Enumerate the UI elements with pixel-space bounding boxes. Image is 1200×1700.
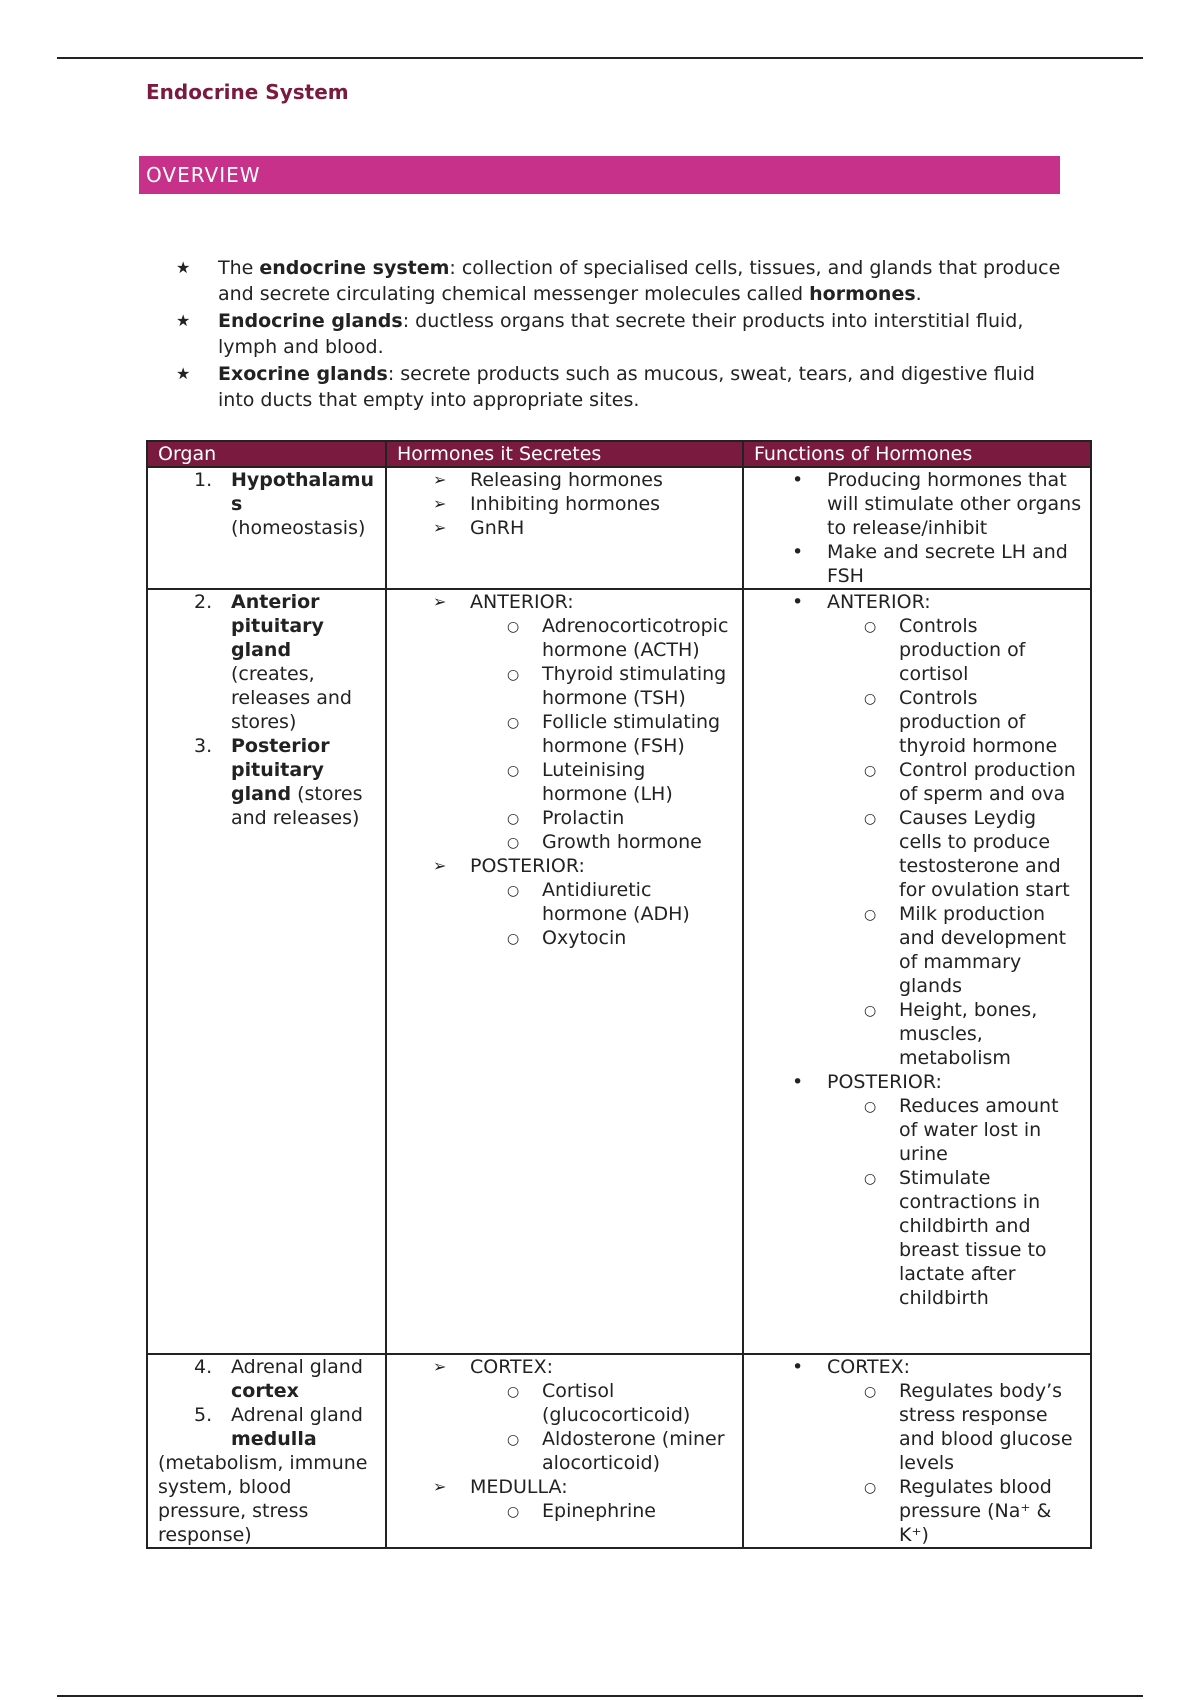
list-item: ➢ Releasing hormones xyxy=(433,469,663,491)
list-item: ○ Luteinising hormone (LH) xyxy=(507,759,673,805)
list-item: ○ Controls production of thyroid hormone xyxy=(864,687,1058,757)
organ-entry: 3. Posterior pituitary gland (stores and releases) xyxy=(194,735,363,829)
arrow-bullet-icon: ➢ xyxy=(433,856,447,875)
list-item: ○ Control production of sperm and ova xyxy=(864,759,1076,805)
list-item: ○ Growth hormone xyxy=(507,831,702,853)
table-header-row xyxy=(147,441,1091,467)
list-item: ○ Controls production of cortisol xyxy=(864,615,1026,685)
circle-bullet-icon: ○ xyxy=(864,763,877,779)
column-header-functions: Functions of Hormones xyxy=(743,441,1091,467)
list-item: ○ Epinephrine xyxy=(507,1500,656,1522)
list-item: ○ Stimulate contractions in childbirth and breast tissue to lactate after childbirth xyxy=(864,1167,1047,1309)
list-item: ★ Exocrine glands: secrete products such as mucous, sweat, tears, and digestive fluid into ducts that empty into appropriate sites. xyxy=(176,363,1035,411)
list-item: ○ Follicle stimulating hormone (FSH) xyxy=(507,711,721,757)
list-item: • POSTERIOR: xyxy=(792,1071,942,1093)
list-item: • ANTERIOR: xyxy=(792,591,931,613)
list-item: ○ Regulates blood pressure (Na⁺ & K⁺) xyxy=(864,1476,1052,1546)
circle-bullet-icon: ○ xyxy=(507,1432,520,1448)
star-bullet-icon: ★ xyxy=(176,311,191,330)
list-item: ○ Adrenocorticotropic hormone (ACTH) xyxy=(507,615,729,661)
organ-cell xyxy=(147,467,386,589)
organ-cell xyxy=(147,1354,386,1548)
dot-bullet-icon: • xyxy=(792,591,804,613)
circle-bullet-icon: ○ xyxy=(864,1384,877,1400)
dot-bullet-icon: • xyxy=(792,1356,804,1378)
circle-bullet-icon: ○ xyxy=(507,931,520,947)
list-item: ○ Reduces amount of water lost in urine xyxy=(864,1095,1059,1165)
dot-bullet-icon: • xyxy=(792,1071,804,1093)
circle-bullet-icon: ○ xyxy=(864,691,877,707)
list-item: ○ Prolactin xyxy=(507,807,625,829)
list-item: ○ Aldosterone (mineralocorticoid) xyxy=(507,1428,725,1474)
top-rule xyxy=(57,57,1143,59)
circle-bullet-icon: ○ xyxy=(864,1099,877,1115)
circle-bullet-icon: ○ xyxy=(507,763,520,779)
list-item: ○ Thyroid stimulating hormone (TSH) xyxy=(507,663,727,709)
circle-bullet-icon: ○ xyxy=(507,1504,520,1520)
circle-bullet-icon: ○ xyxy=(864,907,877,923)
column-header-hormones: Hormones it Secretes xyxy=(386,441,743,467)
circle-bullet-icon: ○ xyxy=(864,1003,877,1019)
hormones-cell xyxy=(386,467,743,589)
circle-bullet-icon: ○ xyxy=(864,811,877,827)
arrow-bullet-icon: ➢ xyxy=(433,470,447,489)
organ-description: (metabolism, immune system, blood pressure, stress response) xyxy=(158,1452,368,1546)
dot-bullet-icon: • xyxy=(792,469,804,491)
organ-cell xyxy=(147,589,386,1354)
list-item: ○ Milk production and development of mammary glands xyxy=(864,903,1067,997)
arrow-bullet-icon: ➢ xyxy=(433,1357,447,1376)
circle-bullet-icon: ○ xyxy=(507,619,520,635)
circle-bullet-icon: ○ xyxy=(864,619,877,635)
endocrine-organs-table xyxy=(146,440,1092,1549)
functions-cell xyxy=(743,467,1091,589)
list-item: ➢ Inhibiting hormones xyxy=(433,493,661,515)
functions-cell xyxy=(743,1354,1091,1548)
list-item: ➢ POSTERIOR: xyxy=(433,855,585,877)
arrow-bullet-icon: ➢ xyxy=(433,592,447,611)
hormones-cell xyxy=(386,1354,743,1548)
list-item: ★ Endocrine glands: ductless organs that secrete their products into interstitial fluid, lymph and blood. xyxy=(176,310,1024,358)
circle-bullet-icon: ○ xyxy=(507,883,520,899)
circle-bullet-icon: ○ xyxy=(507,667,520,683)
list-item: ○ Cortisol (glucocorticoid) xyxy=(507,1380,691,1426)
list-item: ○ Antidiuretic hormone (ADH) xyxy=(507,879,690,925)
list-item: ➢ CORTEX: xyxy=(433,1356,554,1378)
list-item: • Make and secrete LH and FSH xyxy=(792,541,1068,587)
star-bullet-icon: ★ xyxy=(176,364,191,383)
section-heading-overview: OVERVIEW xyxy=(139,156,1060,194)
overview-bullet-list xyxy=(176,255,1076,414)
list-item: ○ Causes Leydig cells to produce testosterone and for ovulation start xyxy=(864,807,1070,901)
circle-bullet-icon: ○ xyxy=(507,1384,520,1400)
table-row xyxy=(147,467,1091,589)
list-item: ➢ MEDULLA: xyxy=(433,1476,568,1498)
circle-bullet-icon: ○ xyxy=(864,1171,877,1187)
list-item: ○ Oxytocin xyxy=(507,927,627,949)
bottom-rule xyxy=(57,1695,1143,1697)
list-item: • Producing hormones that will stimulate other organs to release/inhibit xyxy=(792,469,1082,539)
organ-entry: 2. Anterior pituitary gland (creates, releases and stores) xyxy=(194,591,352,733)
list-item: ➢ ANTERIOR: xyxy=(433,591,574,613)
circle-bullet-icon: ○ xyxy=(507,715,520,731)
table-row xyxy=(147,589,1091,1354)
document-title: Endocrine System xyxy=(146,80,349,104)
organ-entry: 4. Adrenal gland cortex xyxy=(194,1356,363,1402)
hormones-cell xyxy=(386,589,743,1354)
table-row xyxy=(147,1354,1091,1548)
list-item: ○ Regulates body’s stress response and blood glucose levels xyxy=(864,1380,1073,1474)
arrow-bullet-icon: ➢ xyxy=(433,494,447,513)
circle-bullet-icon: ○ xyxy=(507,811,520,827)
functions-cell xyxy=(743,589,1091,1354)
list-item: ➢ GnRH xyxy=(433,517,525,539)
organ-entry: 5. Adrenal gland medulla xyxy=(194,1404,363,1450)
column-header-organ: Organ xyxy=(147,441,386,467)
list-item: • CORTEX: xyxy=(792,1356,911,1378)
list-item: ○ Height, bones, muscles, metabolism xyxy=(864,999,1038,1069)
arrow-bullet-icon: ➢ xyxy=(433,518,447,537)
list-item: ★ The endocrine system: collection of specialised cells, tissues, and glands that produce and secrete circulating chemical messenger molecules called hormones. xyxy=(176,257,1061,305)
dot-bullet-icon: • xyxy=(792,541,804,563)
organ-entry: 1. Hypothalamus (homeostasis) xyxy=(194,469,375,539)
arrow-bullet-icon: ➢ xyxy=(433,1477,447,1496)
star-bullet-icon: ★ xyxy=(176,258,191,277)
circle-bullet-icon: ○ xyxy=(507,835,520,851)
circle-bullet-icon: ○ xyxy=(864,1480,877,1496)
